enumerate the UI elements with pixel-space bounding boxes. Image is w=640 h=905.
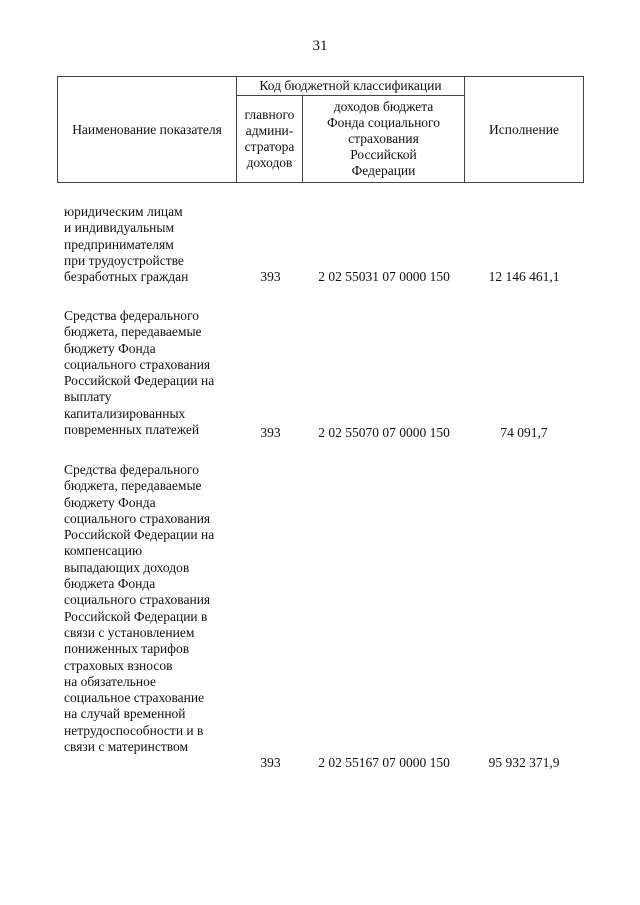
row-name-line: Российской Федерации в (64, 608, 208, 624)
header-bottom-border (57, 182, 584, 183)
row-name (64, 308, 244, 438)
row-admin-code: 393 (260, 425, 281, 440)
row-name-line: предпринимателям (64, 236, 174, 252)
row-name-line: нетрудоспособности и в (64, 722, 204, 738)
row-name-line: социальное страхование (64, 690, 205, 706)
header-revenue-line: Российской (350, 147, 417, 162)
row-admin-code: 393 (260, 269, 281, 284)
header-name-label: Наименование показателя (72, 121, 222, 137)
row-name (64, 462, 244, 755)
header-code-group-cell (237, 77, 464, 95)
header-right-border (583, 76, 584, 183)
header-revenue-cell (303, 96, 464, 182)
row-amount: 95 932 371,9 (488, 755, 560, 770)
row-amount: 74 091,7 (500, 425, 548, 440)
row-name-line: юридическим лицам (64, 204, 183, 219)
row-name-line: на случай временной (64, 706, 186, 722)
header-revenue-line: доходов бюджета (333, 99, 434, 114)
row-name-line: бюджета, передаваемые (64, 478, 202, 494)
header-admin-line: стратора (244, 139, 295, 154)
header-admin-line: доходов (246, 155, 293, 170)
row-name-line: Российской Федерации на (64, 373, 215, 389)
row-name-line: бюджету Фонда (64, 340, 156, 356)
row-name-line: социального страхования (64, 356, 211, 372)
row-name-line: бюджета Фонда (64, 576, 156, 592)
row-name-line: бюджета, передаваемые (64, 324, 202, 340)
row-name (64, 204, 244, 285)
row-name-line: социального страхования (64, 510, 211, 526)
row-budget-code: 2 02 55031 07 0000 150 (318, 269, 450, 284)
header-admin-line: главного (244, 107, 295, 122)
row-name-line: и индивидуальным (64, 220, 175, 236)
header-revenue-line: страхования (348, 131, 419, 146)
header-code-group-label: Код бюджетной классификации (259, 78, 442, 93)
row-name-line: при трудоустройстве (64, 252, 184, 268)
row-name-line: на обязательное (64, 673, 156, 689)
row-amount: 12 146 461,1 (488, 269, 560, 284)
row-name-line: повременных платежей (64, 422, 200, 438)
header-admin-line: админи- (245, 123, 294, 138)
header-name-cell (58, 77, 236, 182)
row-name-line: выплату (64, 389, 112, 405)
table-row (0, 462, 640, 772)
row-name-line: связи с материнством (64, 739, 189, 755)
table-row (0, 204, 640, 288)
row-name-line: безработных граждан (64, 269, 189, 285)
row-budget-code: 2 02 55070 07 0000 150 (318, 425, 450, 440)
table-row (0, 308, 640, 442)
header-execution-label: Исполнение (489, 121, 559, 137)
row-name-line: компенсацию (64, 543, 143, 559)
row-name-line: страховых взносов (64, 657, 173, 673)
page-number: 31 (312, 38, 328, 54)
row-name-line: Средства федерального (64, 462, 199, 477)
row-name-line: социального страхования (64, 592, 211, 608)
row-name-line: бюджету Фонда (64, 494, 156, 510)
row-name-line: выпадающих доходов (64, 559, 190, 575)
row-name-line: Российской Федерации на (64, 527, 215, 543)
row-name-line: пониженных тарифов (64, 641, 190, 657)
row-admin-code: 393 (260, 755, 281, 770)
row-name-line: капитализированных (64, 405, 186, 421)
header-execution-cell (465, 77, 583, 182)
row-name-line: Средства федерального (64, 308, 199, 323)
header-admin-cell (237, 96, 302, 182)
row-budget-code: 2 02 55167 07 0000 150 (318, 755, 450, 770)
header-revenue-line: Фонда социального (327, 115, 440, 130)
row-name-line: связи с установлением (64, 624, 195, 640)
table-header (57, 76, 584, 183)
header-revenue-line: Федерации (351, 163, 416, 178)
